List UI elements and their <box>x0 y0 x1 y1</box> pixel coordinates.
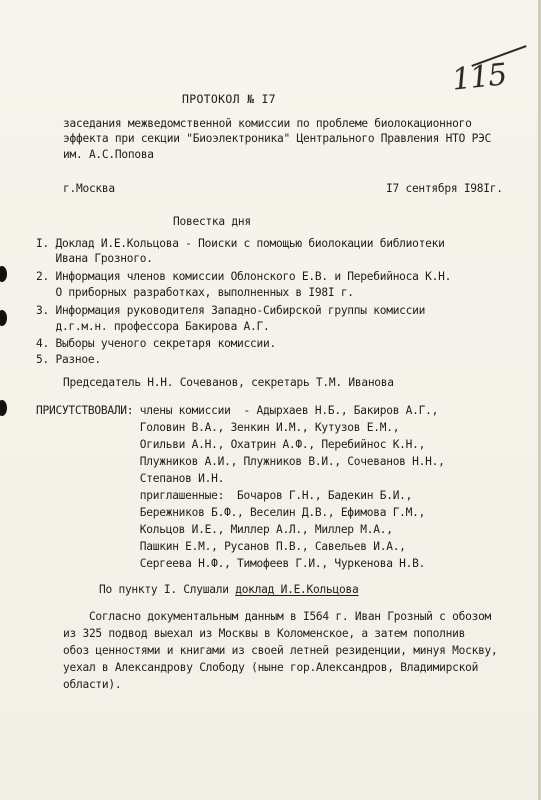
agenda-title: Повестка дня <box>173 215 251 228</box>
agenda-item-3-line-2: д.г.м.н. профессора Бакирова А.Г. <box>36 320 270 333</box>
present-line-6: приглашенные: Бочаров Г.Н., Бадекин Б.И., <box>36 489 413 502</box>
protocol-title: ПРОТОКОЛ № I7 <box>182 92 276 106</box>
agenda-item-2-line-2: О приборных разработках, выполненных в I98I г. <box>36 286 354 299</box>
agenda-item-1-line-1: I. Доклад И.Е.Кольцова - Поиски с помощью биолокации библиотеки <box>36 237 445 250</box>
body-line-5: области). <box>63 678 122 691</box>
body-line-2: из 325 подвод выехал из Москвы в Коломенское, а затем пополнив <box>63 627 466 640</box>
body-line-1: Согласно документальным данным в I564 г. Иван Грозный с обозом <box>63 610 492 623</box>
punch-hole-1 <box>0 266 7 282</box>
agenda-item-5: 5. Разное. <box>36 353 101 366</box>
present-line-8: Кольцов И.Е., Миллер А.Л., Миллер М.А., <box>36 523 393 536</box>
present-line-7: Бережников Б.Ф., Веселин Д.В., Ефимова Г.М., <box>36 506 426 519</box>
agenda-item-4: 4. Выборы ученого секретаря комиссии. <box>36 337 276 350</box>
agenda-item-3-line-1: 3. Информация руководителя Западно-Сибирской группы комиссии <box>36 304 426 317</box>
punch-hole-2 <box>0 310 7 326</box>
body-line-4: уехал в Александрову Слободу (ныне гор.Александров, Владимирской <box>63 661 479 674</box>
chair-secretary-line: Председатель Н.Н. Сочеванов, секретарь Т.М. Иванова <box>63 376 394 389</box>
body-line-3: обоз ценностями и книгами из своей летней резиденции, минуя Москву, <box>63 644 498 657</box>
present-line-9: Пашкин Е.М., Русанов П.В., Савельев И.А., <box>36 540 406 553</box>
present-line-10: Сергеева Н.Ф., Тимофеев Г.И., Чуркенова Н.В. <box>36 557 426 570</box>
punch-hole-3 <box>0 400 7 416</box>
sheet-number-text: 115 <box>450 57 508 98</box>
point-1-heading <box>99 583 358 596</box>
agenda-item-2-line-1: 2. Информация членов комиссии Облонского Е.В. и Перебийноса К.Н. <box>36 270 452 283</box>
present-line-1: ПРИСУТСТВОВАЛИ: члены комиссии - Адырхаев Н.Б., Бакиров А.Г., <box>36 404 439 417</box>
present-line-5: Степанов И.Н. <box>36 472 225 485</box>
heading-line-2: эффекта при секции "Биоэлектроника" Центрального Правления НТО РЭС <box>63 132 492 145</box>
place: г.Москва <box>63 182 115 195</box>
present-line-2: Головин В.А., Зенкин И.М., Кутузов Е.М., <box>36 421 400 434</box>
present-line-4: Плужников А.И., Плужников В.И., Сочеванов Н.Н., <box>36 455 445 468</box>
point-1-prefix: По пункту I. Слушали <box>99 583 236 596</box>
point-1-report-title: доклад И.Е.Кольцова <box>235 583 359 596</box>
heading-line-1: заседания межведомственной комиссии по проблеме биолокационного <box>63 117 472 130</box>
date: I7 сентября I98Iг. <box>386 182 503 195</box>
agenda-item-1-line-2: Ивана Грозного. <box>36 252 153 265</box>
heading-line-3: им. А.С.Попова <box>63 148 154 161</box>
present-line-3: Огильви А.Н., Охатрин А.Ф., Перебийнос К.Н., <box>36 438 426 451</box>
